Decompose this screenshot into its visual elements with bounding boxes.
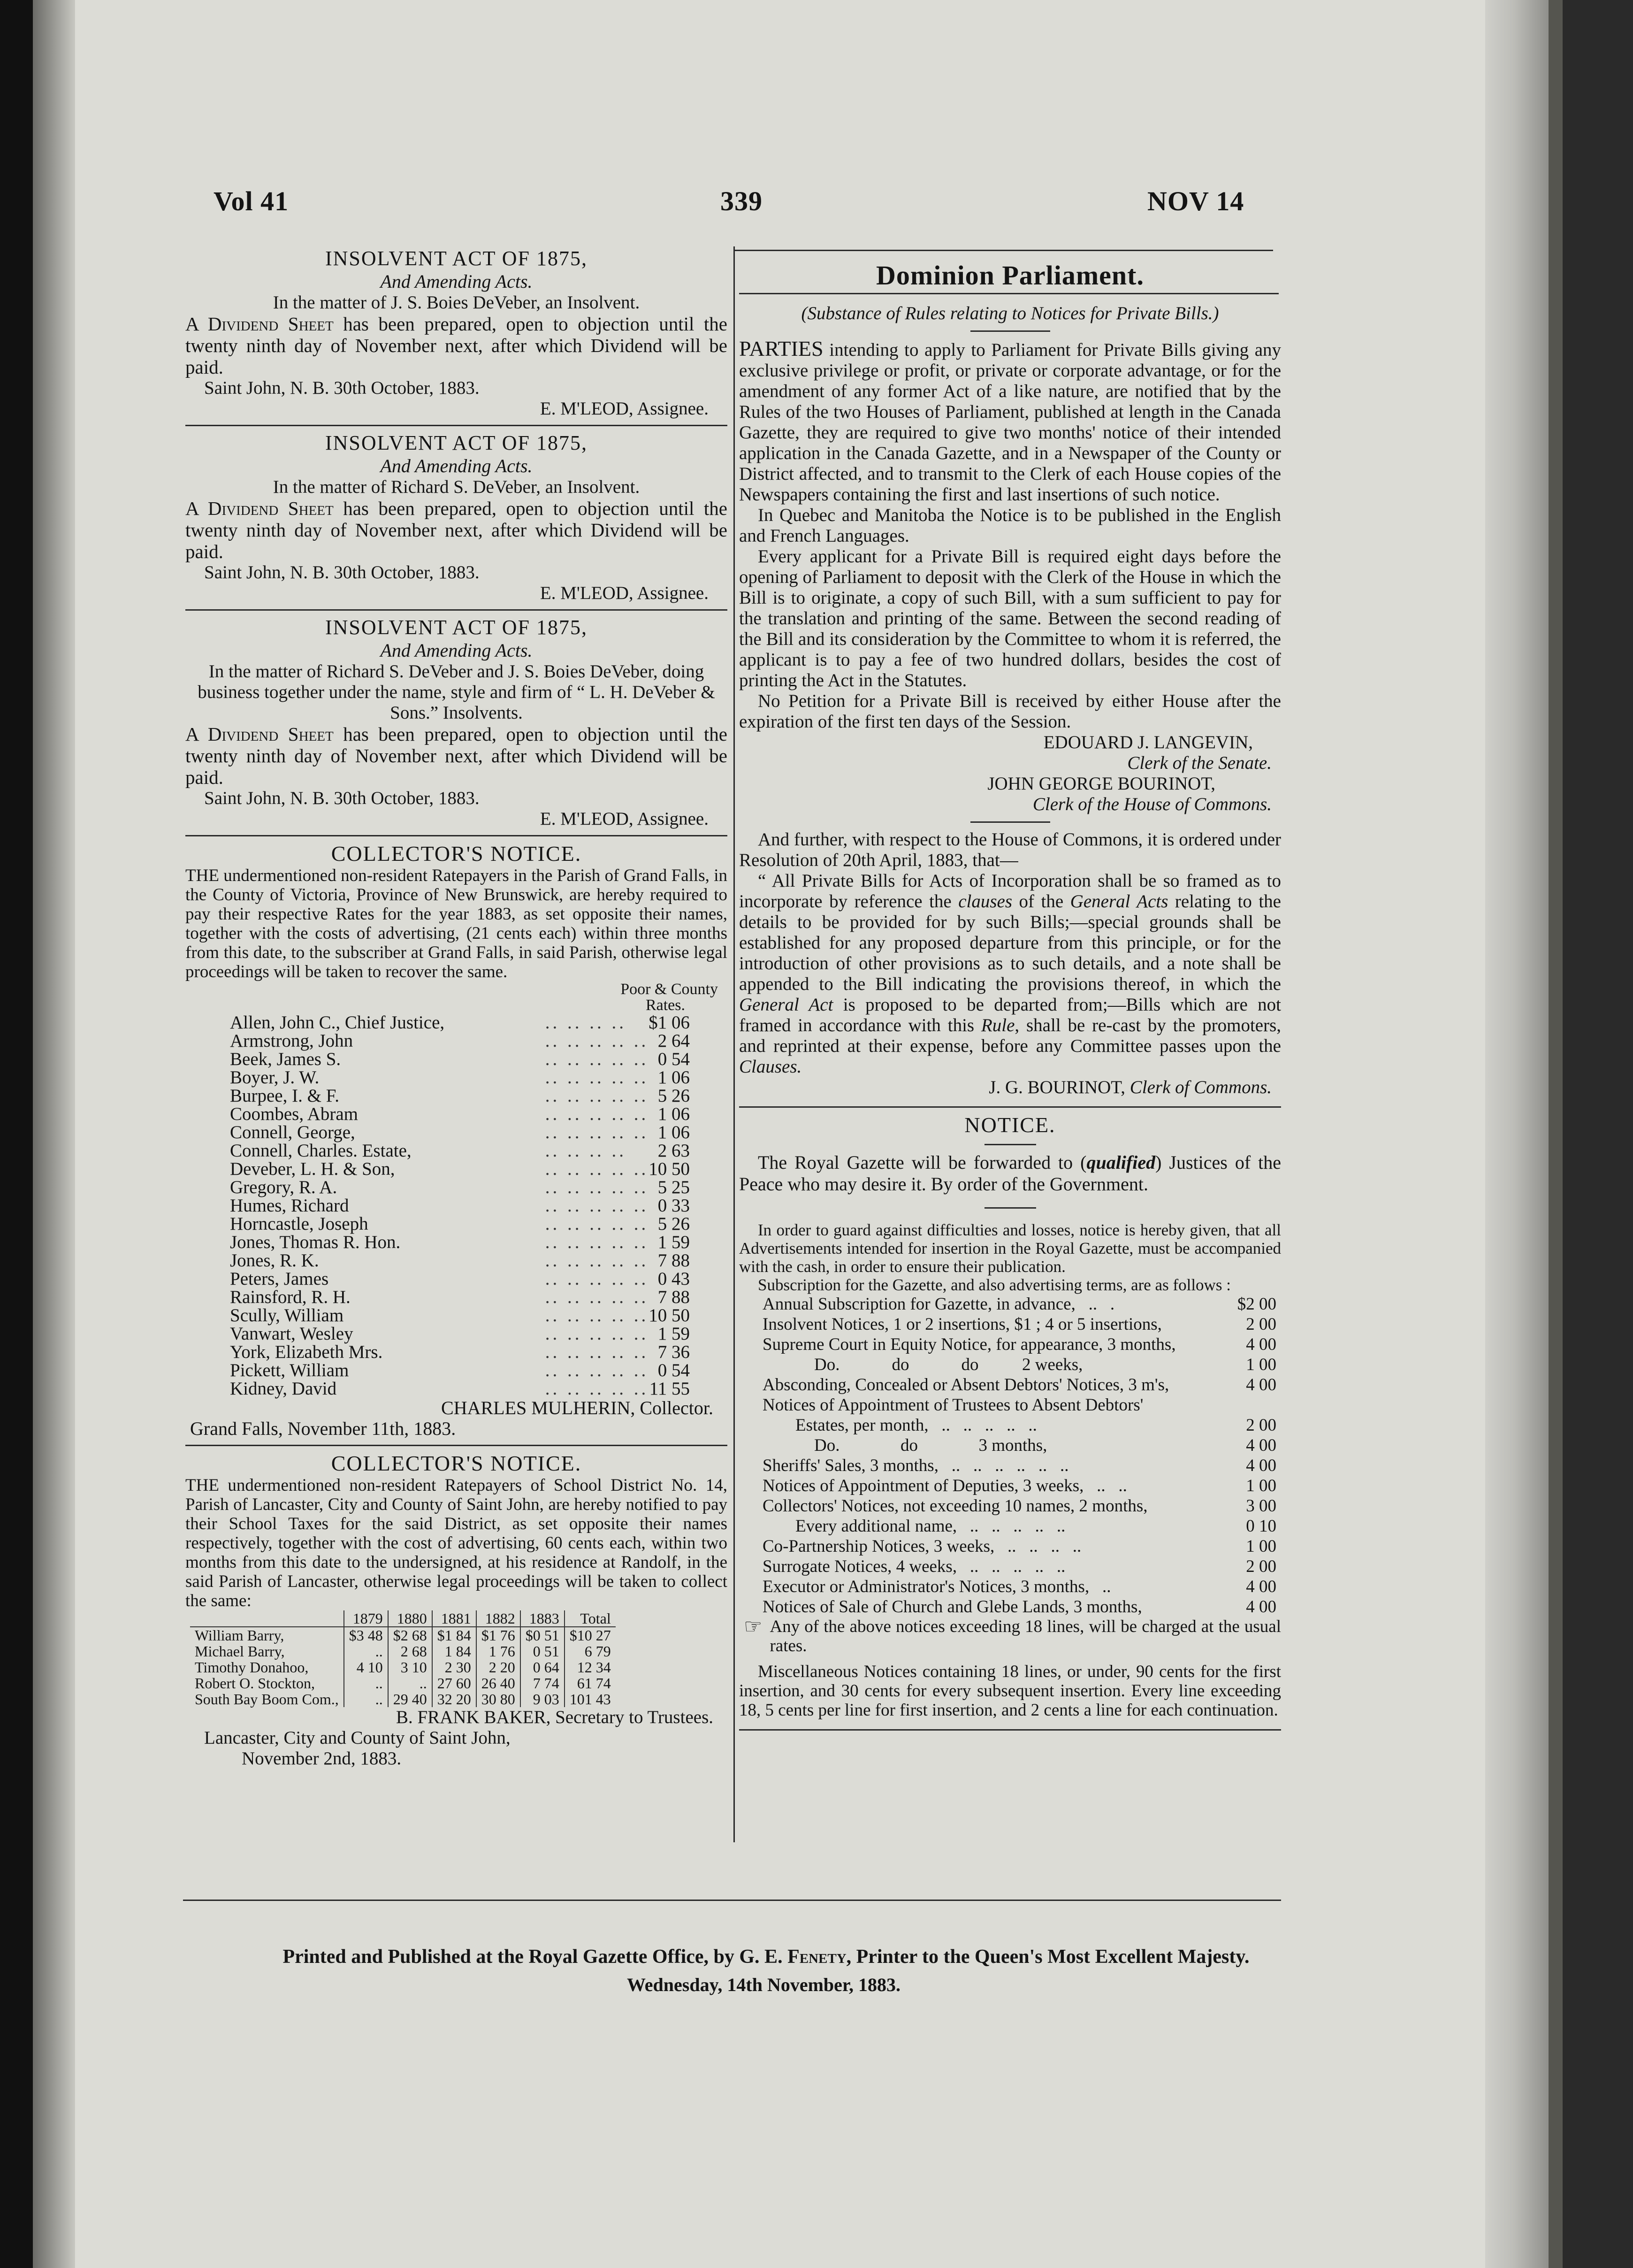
column-divider xyxy=(733,246,735,1842)
school-header-cell xyxy=(190,1610,344,1627)
resolution-b: clauses xyxy=(958,891,1013,912)
terms-row xyxy=(739,1294,1281,1314)
terms-row xyxy=(739,1556,1281,1577)
terms-label: Supreme Court in Equity Notice, for appearance, 3 months, xyxy=(763,1335,1176,1354)
pointing-hand-icon: ☞ xyxy=(744,1615,763,1638)
notice-title: COLLECTOR'S NOTICE. xyxy=(331,842,582,866)
rate-amount: 7 88 xyxy=(657,1250,690,1271)
tax-amount: 0 64 xyxy=(520,1659,565,1675)
insolvent-notice-2 xyxy=(185,431,727,604)
left-column xyxy=(185,246,727,1769)
right-column xyxy=(739,246,1281,1735)
notice-p1-a: The Royal Gazette will be forwarded to ( xyxy=(758,1152,1087,1173)
tax-amount: 2 20 xyxy=(476,1659,520,1675)
terms-value: 2 00 xyxy=(1246,1315,1276,1334)
ratepayer-name: Peters, James xyxy=(230,1269,329,1289)
notice-signature: E. M'LEOD, Assignee. xyxy=(540,398,709,419)
resolution-h: Rule xyxy=(981,1015,1015,1035)
school-tax-row xyxy=(190,1627,616,1643)
ratepayer-name: Horncastle, Joseph xyxy=(230,1214,368,1234)
notice-body-text: has been prepared, open to objection until the twenty ninth day of November next, after which Dividend will be paid. xyxy=(185,498,727,562)
short-rule xyxy=(970,330,1050,332)
hand-note-text: Any of the above notices exceeding 18 lines, will be charged at the usual rates. xyxy=(770,1617,1281,1655)
school-tax-row xyxy=(190,1675,616,1691)
rate-row xyxy=(185,1343,727,1361)
notice-body-text: has been prepared, open to objection until the twenty ninth day of November next, after which Dividend will be paid. xyxy=(185,313,727,378)
tax-amount: $1 76 xyxy=(476,1627,520,1643)
rate-amount: 2 64 xyxy=(657,1031,690,1051)
ratepayer-name: Pickett, William xyxy=(230,1360,349,1380)
notice-subtitle: And Amending Acts. xyxy=(380,271,533,292)
dominion-p1-text: intending to apply to Parliament for Private Bills giving any exclusive privilege or profit, or private or corporate advantage, or for the amendment of any former Act of a like nature, are notified that by the Rules of the two Houses of Parliament, published at length in the Canada Gazette, they are required to give two months' notice of their intended application in the Canada Gazette, and in a Newspaper of the County or District affected, and to transmit to the Clerk of each House copies of the Newspapers containing the first and last insertions of such notice. xyxy=(739,340,1281,505)
rate-row xyxy=(185,1142,727,1160)
lancaster-date: November 2nd, 1883. xyxy=(242,1748,402,1769)
leader-dots: .. .. .. .. .. xyxy=(545,1104,649,1124)
leader-dots: .. .. .. .. .. xyxy=(545,1360,649,1380)
dominion-resolution xyxy=(739,871,1281,1077)
insolvent-notice-1 xyxy=(185,246,727,419)
terms-value: 4 00 xyxy=(1246,1456,1276,1475)
leader-dots: .. .. .. .. .. xyxy=(545,1067,649,1088)
notice-title: COLLECTOR'S NOTICE. xyxy=(331,1451,582,1475)
terms-value: 0 10 xyxy=(1246,1517,1276,1536)
ratepayer-name: Burpee, I. & F. xyxy=(230,1086,340,1106)
rates-column-subhead: Rates. xyxy=(645,996,685,1014)
notice-signature: E. M'LEOD, Assignee. xyxy=(540,583,709,603)
terms-label: Every additional name, .. .. .. .. .. xyxy=(795,1517,1066,1536)
terms-value: 2 00 xyxy=(1246,1416,1276,1435)
separator-rule xyxy=(185,1445,727,1446)
separator-rule xyxy=(185,425,727,426)
notice-matter: In the matter of J. S. Boies DeVeber, an Insolvent. xyxy=(273,292,640,313)
school-header-cell: 1881 xyxy=(432,1610,476,1627)
terms-row xyxy=(739,1597,1281,1617)
notice-p1-b: qualified xyxy=(1086,1152,1156,1173)
hand-note xyxy=(739,1617,1281,1655)
terms-row xyxy=(739,1516,1281,1536)
rate-amount: $1 06 xyxy=(649,1012,690,1033)
tax-amount: 26 40 xyxy=(476,1675,520,1691)
tax-amount: 32 20 xyxy=(432,1691,476,1707)
notice-body xyxy=(185,723,727,788)
rate-row xyxy=(185,1251,727,1270)
resolution-a: “ All Private Bills for Acts of Incorporation shall be so framed as to incorporate by reference the xyxy=(739,871,1281,912)
leader-dots: .. .. .. .. .. xyxy=(545,1250,649,1271)
school-header-cell: 1880 xyxy=(388,1610,432,1627)
ratepayer-name: William Barry, xyxy=(195,1627,284,1644)
tax-amount: 6 79 xyxy=(565,1643,616,1659)
terms-value: 4 00 xyxy=(1246,1436,1276,1455)
rate-row xyxy=(185,1032,727,1050)
ratepayer-name: Timothy Donahoo, xyxy=(195,1659,309,1676)
tax-amount: $0 51 xyxy=(520,1627,565,1643)
ratepayer-name: Humes, Richard xyxy=(230,1195,349,1216)
tax-amount: 27 60 xyxy=(432,1675,476,1691)
terms-value: 1 00 xyxy=(1246,1476,1276,1495)
scan-left-edge xyxy=(0,0,33,2268)
rate-amount: 7 36 xyxy=(657,1342,690,1362)
tax-amount: 1 76 xyxy=(476,1643,520,1659)
school-tax-row xyxy=(190,1691,616,1707)
rate-amount: 0 33 xyxy=(657,1195,690,1216)
notice-paragraph-2: In order to guard against difficulties and losses, notice is hereby given, that all Advertisements intended for insertion in the Royal Gazette, must be accompanied with the cash, in order to ensure their publication. xyxy=(739,1221,1281,1276)
tax-amount: .. xyxy=(344,1675,388,1691)
tax-amount: 29 40 xyxy=(388,1691,432,1707)
imprint-a: Printed and Published at the Royal Gazette Office, by G. E. xyxy=(282,1946,788,1968)
terms-label: Sheriffs' Sales, 3 months, .. .. .. .. .. .. xyxy=(763,1456,1069,1475)
signature-jg-bourinot xyxy=(739,1077,1281,1098)
lancaster-place: Lancaster, City and County of Saint John, xyxy=(204,1728,511,1748)
rate-amount: 1 59 xyxy=(657,1232,690,1252)
rate-row xyxy=(185,1068,727,1087)
rate-amount: 5 26 xyxy=(657,1214,690,1234)
tax-amount: 61 74 xyxy=(565,1675,616,1691)
resolution-i: , shall be re-cast by the promoters, and reprinted at their expense, before any Committee passes upon the xyxy=(739,1015,1281,1056)
rate-row xyxy=(185,1215,727,1233)
dominion-paragraph-4: No Petition for a Private Bill is received by either House after the expiration of the first ten days of the Session. xyxy=(739,691,1281,732)
tax-amount: 2 68 xyxy=(388,1643,432,1659)
notice-place: Saint John, N. B. 30th October, 1883. xyxy=(204,378,480,398)
tax-amount: $3 48 xyxy=(344,1627,388,1643)
tax-amount: 2 30 xyxy=(432,1659,476,1675)
terms-label: Insolvent Notices, 1 or 2 insertions, $1 ; 4 or 5 insertions, xyxy=(763,1315,1162,1334)
ratepayer-name: Robert O. Stockton, xyxy=(195,1675,315,1692)
ratepayer-name: Connell, George, xyxy=(230,1122,355,1142)
leader-dots: .. .. .. .. .. xyxy=(545,1324,649,1344)
terms-row xyxy=(739,1476,1281,1496)
notice-signature: E. M'LEOD, Assignee. xyxy=(540,809,709,829)
page-number: 339 xyxy=(720,186,763,216)
page-edge-strip xyxy=(1549,0,1563,2268)
terms-row xyxy=(739,1334,1281,1355)
resolution-d: General Acts xyxy=(1070,891,1168,912)
terms-row xyxy=(739,1314,1281,1334)
terms-label: Estates, per month, .. .. .. .. .. xyxy=(795,1416,1037,1435)
rate-row xyxy=(185,1270,727,1288)
ratepayer-name: South Bay Boom Com., xyxy=(195,1691,339,1708)
school-tax-table xyxy=(190,1610,616,1707)
tax-amount: 9 03 xyxy=(520,1691,565,1707)
rate-row xyxy=(185,1325,727,1343)
collector-notice-lancaster xyxy=(185,1451,727,1769)
ratepayer-name: Jones, Thomas R. Hon. xyxy=(230,1232,401,1252)
terms-value: 4 00 xyxy=(1246,1375,1276,1395)
leader-dots: .. .. .. .. .. xyxy=(545,1086,649,1106)
notice-p1-c: ) Justices of the Peace who may desire it. By order of the Government. xyxy=(739,1152,1281,1195)
short-rule xyxy=(970,821,1050,823)
signature-langevin-title: Clerk of the Senate. xyxy=(1127,753,1272,773)
leader-dots: .. .. .. .. .. xyxy=(545,1379,649,1399)
rate-row xyxy=(185,1013,727,1032)
terms-value: 2 00 xyxy=(1246,1557,1276,1576)
collector-notice-grand-falls xyxy=(185,841,727,1439)
tax-amount: .. xyxy=(388,1675,432,1691)
dominion-subtitle: (Substance of Rules relating to Notices for Private Bills.) xyxy=(801,303,1219,323)
resolution-f: General Act xyxy=(739,995,833,1015)
notice-body: THE undermentioned non-resident Ratepayers of School District No. 14, Parish of Lancaster, City and County of Saint John, are hereby notified to pay their School Taxes for the said District, as set opposite their names respectively, together with the cost of advertising, 60 cents each, within two months from this date to the undersigned, at his residence at Randolf, in the said Parish of Lancaster, otherwise legal proceedings will be taken to collect the same: xyxy=(185,1476,727,1610)
short-rule xyxy=(984,1144,1036,1145)
ratepayer-name: Deveber, L. H. & Son, xyxy=(230,1159,395,1179)
notice-paragraph-1 xyxy=(739,1152,1281,1195)
notice-body-lead: A Dividend Sheet xyxy=(185,498,334,519)
leader-dots: .. .. .. .. .. xyxy=(545,1269,649,1289)
terms-label: Collectors' Notices, not exceeding 10 names, 2 months, xyxy=(763,1496,1148,1516)
tax-amount: 7 74 xyxy=(520,1675,565,1691)
terms-label: Notices of Sale of Church and Glebe Lands, 3 months, xyxy=(763,1597,1142,1617)
rate-amount: 1 06 xyxy=(657,1122,690,1142)
tax-amount: 12 34 xyxy=(565,1659,616,1675)
ratepayer-name: Connell, Charles. Estate, xyxy=(230,1141,412,1161)
dominion-parliament-title: Dominion Parliament. xyxy=(876,260,1144,291)
leader-dots: .. .. .. .. xyxy=(545,1012,626,1033)
rate-amount: 1 59 xyxy=(657,1324,690,1344)
notice-subtitle: And Amending Acts. xyxy=(380,640,533,661)
terms-label: Absconding, Concealed or Absent Debtors' Notices, 3 m's, xyxy=(763,1375,1169,1395)
tax-amount: 101 43 xyxy=(565,1691,616,1707)
terms-label: Do. do 3 months, xyxy=(814,1436,1047,1455)
leader-dots: .. .. .. .. .. xyxy=(545,1049,649,1069)
volume-number: Vol 41 xyxy=(214,186,289,216)
imprint-c: , Printer to the Queen's Most Excellent Majesty. xyxy=(846,1946,1250,1968)
terms-row xyxy=(739,1577,1281,1597)
tax-amount: .. xyxy=(344,1691,388,1707)
binding-shadow xyxy=(33,0,75,2268)
tax-amount: 4 10 xyxy=(344,1659,388,1675)
leader-dots: .. .. .. .. .. xyxy=(545,1195,649,1216)
rate-amount: 2 63 xyxy=(657,1141,690,1161)
leader-dots: .. .. .. .. .. xyxy=(545,1122,649,1142)
insolvent-notice-3 xyxy=(185,615,727,829)
terms-label: Co-Partnership Notices, 3 weeks, .. .. .. .. xyxy=(763,1537,1082,1556)
resolution-c: of the xyxy=(1012,891,1070,912)
terms-label: Do. do do 2 weeks, xyxy=(814,1355,1083,1374)
ratepayer-name: Rainsford, R. H. xyxy=(230,1287,351,1307)
tax-amount: 0 51 xyxy=(520,1643,565,1659)
rate-row xyxy=(185,1288,727,1306)
rate-row xyxy=(185,1105,727,1123)
terms-value: $2 00 xyxy=(1237,1295,1276,1314)
separator-rule xyxy=(739,1106,1281,1108)
leader-dots: .. .. .. .. .. xyxy=(545,1214,649,1234)
signature-bourinot-title: Clerk of the House of Commons. xyxy=(1032,794,1272,814)
rates-table xyxy=(185,1013,727,1398)
resolution-j: Clauses. xyxy=(739,1057,802,1077)
rate-amount: 10 50 xyxy=(649,1159,690,1179)
notice-title: INSOLVENT ACT OF 1875, xyxy=(325,247,588,270)
terms-row xyxy=(739,1355,1281,1375)
separator-rule xyxy=(185,835,727,836)
tax-amount: $10 27 xyxy=(565,1627,616,1643)
ratepayer-name: Boyer, J. W. xyxy=(230,1067,320,1088)
footer-rule xyxy=(183,1900,1281,1901)
rate-row xyxy=(185,1123,727,1142)
rate-row xyxy=(185,1087,727,1105)
terms-row xyxy=(739,1395,1281,1415)
rate-amount: 0 43 xyxy=(657,1269,690,1289)
terms-value: 4 00 xyxy=(1246,1335,1276,1354)
rates-column-head: Poor & County xyxy=(620,981,718,998)
tax-amount: 3 10 xyxy=(388,1659,432,1675)
terms-label: Surrogate Notices, 4 weeks, .. .. .. .. .. xyxy=(763,1557,1066,1576)
notice-paragraph-3: Subscription for the Gazette, and also advertising terms, are as follows : xyxy=(758,1276,1231,1294)
school-header-cell: 1882 xyxy=(476,1610,520,1627)
rate-amount: 0 54 xyxy=(657,1049,690,1069)
rate-row xyxy=(185,1233,727,1251)
ratepayer-name: Scully, William xyxy=(230,1305,344,1326)
title-rule xyxy=(739,293,1279,294)
leader-dots: .. .. .. .. .. xyxy=(545,1031,649,1051)
tax-amount: 30 80 xyxy=(476,1691,520,1707)
rate-amount: 5 26 xyxy=(657,1086,690,1106)
notice-body-lead: A Dividend Sheet xyxy=(185,723,334,745)
leader-dots: .. .. .. .. .. xyxy=(545,1159,649,1179)
terms-label: Executor or Administrator's Notices, 3 months, .. xyxy=(763,1577,1111,1596)
notice-body-text: has been prepared, open to objection until the twenty ninth day of November next, after which Dividend will be paid. xyxy=(185,723,727,788)
ratepayer-name: Beek, James S. xyxy=(230,1049,341,1069)
dominion-paragraph-3: Every applicant for a Private Bill is required eight days before the opening of Parliament to deposit with the Clerk of the House in which the Bill is to originate, a copy of such Bill, with a sum sufficient to pay for the translation and printing of the same. Between the second reading of the Bill and its consideration by the Committee to whom it is referred, the applicant is to pay a fee of two hundred dollars, besides the cost of printing the Act in the Statutes. xyxy=(739,546,1281,690)
notice-body-lead: A Dividend Sheet xyxy=(185,313,334,335)
notice-section xyxy=(739,1112,1281,1720)
notice-title: INSOLVENT ACT OF 1875, xyxy=(325,616,588,639)
ratepayer-name: Jones, R. K. xyxy=(230,1250,319,1271)
advertising-terms-table xyxy=(739,1294,1281,1617)
terms-value: 1 00 xyxy=(1246,1355,1276,1374)
footer-imprint xyxy=(0,1946,1485,1968)
ratepayer-name: Michael Barry, xyxy=(195,1643,285,1660)
terms-label: Annual Subscription for Gazette, in advance, .. . xyxy=(763,1295,1115,1314)
signature-bourinot: JOHN GEORGE BOURINOT, xyxy=(987,774,1215,794)
tax-amount: 1 84 xyxy=(432,1643,476,1659)
terms-row xyxy=(739,1415,1281,1435)
rate-row xyxy=(185,1379,727,1398)
rate-amount: 1 06 xyxy=(657,1067,690,1088)
school-tax-row xyxy=(190,1643,616,1659)
ratepayer-name: Allen, John C., Chief Justice, xyxy=(230,1012,445,1033)
ratepayer-name: York, Elizabeth Mrs. xyxy=(230,1342,383,1362)
notice-body xyxy=(185,313,727,378)
terms-row xyxy=(739,1375,1281,1395)
leader-dots: .. .. .. .. xyxy=(545,1141,626,1161)
school-header-cell: Total xyxy=(565,1610,616,1627)
terms-label: Notices of Appointment of Trustees to Absent Debtors' xyxy=(763,1395,1144,1415)
terms-value xyxy=(1211,1395,1281,1415)
notice-body: THE undermentioned non-resident Ratepayers in the Parish of Grand Falls, in the County of Victoria, Province of New Brunswick, are hereby required to pay their respective Rates for the year 1883, as set opposite their names, together with the costs of advertising, (21 cents each) within three months from this date, to the subscriber at Grand Falls, in said Parish, otherwise legal proceedings will be taken to recover the same. xyxy=(185,866,727,981)
school-tax-row xyxy=(190,1659,616,1675)
rate-amount: 5 25 xyxy=(657,1177,690,1197)
tax-amount: $2 68 xyxy=(388,1627,432,1643)
separator-rule xyxy=(739,1729,1281,1731)
secretary-signature: B. FRANK BAKER, Secretary to Trustees. xyxy=(396,1707,713,1727)
ratepayer-name: Kidney, David xyxy=(230,1379,337,1399)
notice-subtitle: And Amending Acts. xyxy=(380,455,533,476)
rate-row xyxy=(185,1361,727,1379)
rate-row xyxy=(185,1196,727,1215)
separator-rule xyxy=(185,609,727,611)
leader-dots: .. .. .. .. .. xyxy=(545,1232,649,1252)
terms-row xyxy=(739,1536,1281,1556)
collector-signature: CHARLES MULHERIN, Collector. xyxy=(441,1397,713,1418)
footer-date: Wednesday, 14th November, 1883. xyxy=(626,1974,900,1995)
short-rule xyxy=(984,1207,1036,1209)
notice-title: NOTICE. xyxy=(964,1113,1056,1137)
terms-row xyxy=(739,1456,1281,1476)
rate-row xyxy=(185,1306,727,1325)
leader-dots: .. .. .. .. .. xyxy=(545,1342,649,1362)
terms-label: Notices of Appointment of Deputies, 3 weeks, .. .. xyxy=(763,1476,1127,1495)
leader-dots: .. .. .. .. .. xyxy=(545,1177,649,1197)
notice-matter: In the matter of Richard S. DeVeber and J. S. Boies DeVeber, doing business together under the name, style and firm of “ L. H. DeVeber & Sons.” Insolvents. xyxy=(198,661,715,723)
terms-row xyxy=(739,1496,1281,1516)
ratepayer-name: Gregory, R. A. xyxy=(230,1177,337,1197)
dominion-paragraph-1 xyxy=(739,338,1281,505)
notice-title: INSOLVENT ACT OF 1875, xyxy=(325,431,588,454)
tax-amount: $1 84 xyxy=(432,1627,476,1643)
signature-langevin: EDOUARD J. LANGEVIN, xyxy=(1043,732,1253,752)
resolution-e: relating to the details to be provided for by such Bills;—special grounds shall be established for any proposed departure from this principle, or for the introduction of other provisions as to such details, and a note shall be appended to the Bill indicating the provisions thereof, in which the xyxy=(739,891,1281,994)
dominion-paragraph-5: And further, with respect to the House of Commons, it is ordered under Resolution of 20th April, 1883, that— xyxy=(739,829,1281,870)
terms-value: 3 00 xyxy=(1246,1496,1276,1516)
leader-dots: .. .. .. .. .. xyxy=(545,1305,649,1326)
notice-body xyxy=(185,498,727,562)
resolution-g: is proposed to be departed from;—Bills which are not framed in accordance with this xyxy=(739,995,1282,1035)
imprint-b: Fenety xyxy=(787,1946,847,1968)
dominion-paragraph-2: In Quebec and Manitoba the Notice is to be published in the English and French Languages. xyxy=(739,505,1281,546)
school-header-cell: 1879 xyxy=(344,1610,388,1627)
issue-date: NOV 14 xyxy=(1147,186,1244,216)
sig3-title: Clerk of Commons. xyxy=(1129,1077,1272,1097)
ratepayer-name: Coombes, Abram xyxy=(230,1104,358,1124)
terms-value: 1 00 xyxy=(1246,1537,1276,1556)
rate-amount: 7 88 xyxy=(657,1287,690,1307)
rate-amount: 11 55 xyxy=(649,1379,690,1399)
terms-value: 4 00 xyxy=(1246,1597,1276,1617)
notice-place: Saint John, N. B. 30th October, 1883. xyxy=(204,788,480,808)
rate-row xyxy=(185,1050,727,1068)
terms-row xyxy=(739,1435,1281,1456)
ratepayer-name: Vanwart, Wesley xyxy=(230,1324,353,1344)
rate-amount: 0 54 xyxy=(657,1360,690,1380)
ratepayer-name: Armstrong, John xyxy=(230,1031,353,1051)
leader-dots: .. .. .. .. .. xyxy=(545,1287,649,1307)
dominion-lead: PARTIES xyxy=(739,337,824,360)
notice-matter: In the matter of Richard S. DeVeber, an Insolvent. xyxy=(273,477,640,497)
terms-value: 4 00 xyxy=(1246,1577,1276,1596)
notice-place: Saint John, N. B. 30th October, 1883. xyxy=(204,562,480,582)
scan-right-edge xyxy=(1563,0,1633,2268)
rate-amount: 10 50 xyxy=(649,1305,690,1326)
sig3-name: J. G. BOURINOT, xyxy=(989,1077,1125,1097)
rate-row xyxy=(185,1160,727,1178)
rate-amount: 1 06 xyxy=(657,1104,690,1124)
collector-place: Grand Falls, November 11th, 1883. xyxy=(190,1418,456,1439)
miscellaneous-notices: Miscellaneous Notices containing 18 lines, or under, 90 cents for the first insertion, and 30 cents for every subsequent insertion. Every line exceeding 18, 5 cents per line for first insertion, and 2 cents a line for each continuation. xyxy=(739,1662,1281,1720)
rate-row xyxy=(185,1178,727,1196)
tax-amount: .. xyxy=(344,1643,388,1659)
school-header-cell: 1883 xyxy=(520,1610,565,1627)
